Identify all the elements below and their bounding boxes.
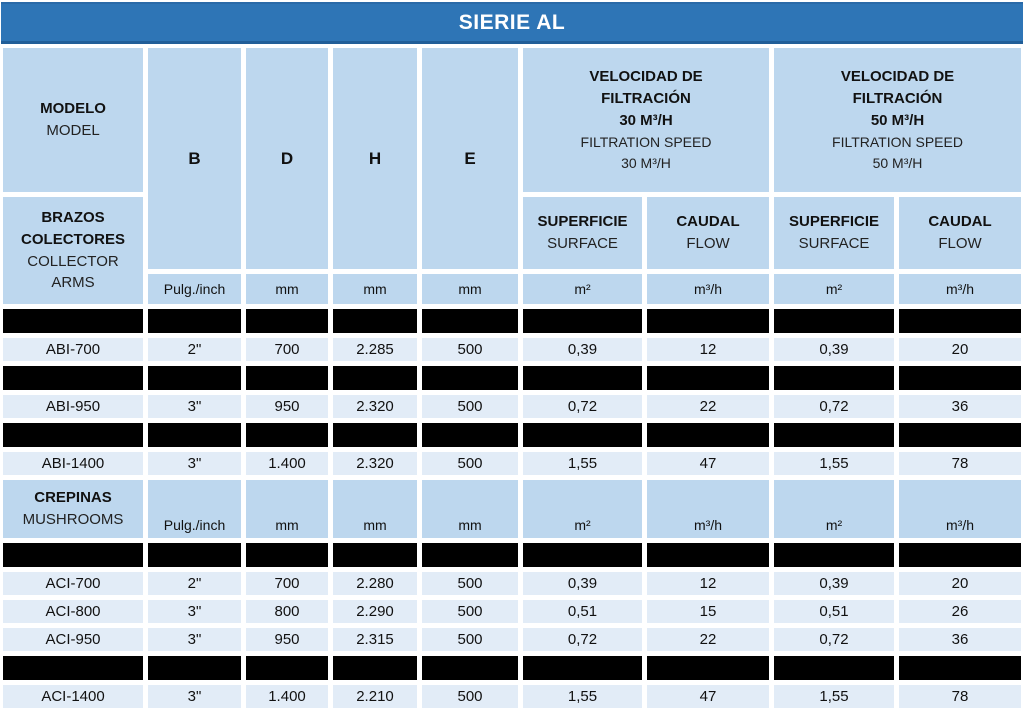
value-surface-30: 0,72 xyxy=(523,395,642,418)
model-cell: ACI-1400 xyxy=(3,685,143,708)
value-surface-50: 0,72 xyxy=(774,628,894,651)
redacted-bar xyxy=(523,309,642,333)
vel30-es-line1: VELOCIDAD DE xyxy=(589,68,703,86)
redacted-bar xyxy=(3,423,143,447)
unit-b-inch: Pulg./inch xyxy=(148,480,241,538)
redacted-bar xyxy=(647,366,769,390)
vel30-en-line2: 30 M³/H xyxy=(621,154,671,171)
redacted-bar xyxy=(333,309,417,333)
redacted-bar xyxy=(333,543,417,567)
value-surface-30: 0,39 xyxy=(523,572,642,595)
vel50-es-line3: 50 M³/H xyxy=(870,111,925,129)
unit-d-mm: mm xyxy=(246,480,328,538)
redacted-bar xyxy=(774,366,894,390)
redacted-bar xyxy=(422,543,518,567)
redacted-bar xyxy=(246,543,328,567)
value-surface-50: 0,51 xyxy=(774,600,894,623)
redacted-bar xyxy=(3,656,143,680)
redacted-bar xyxy=(246,423,328,447)
header-filtration-speed-50 xyxy=(774,48,1021,192)
value-flow-30: 15 xyxy=(647,600,769,623)
vel50-en-line1: FILTRATION SPEED xyxy=(832,133,963,150)
crepinas-es: CREPINAS xyxy=(34,489,112,507)
value-d: 800 xyxy=(246,600,328,623)
value-surface-50: 1,55 xyxy=(774,452,894,475)
unit-e-mm: mm xyxy=(422,480,518,538)
value-h: 2.320 xyxy=(333,452,417,475)
brazos-en-line1: COLLECTOR xyxy=(27,252,119,270)
unit-e-mm: mm xyxy=(422,274,518,304)
redacted-bar xyxy=(899,309,1021,333)
spec-table xyxy=(0,44,1024,712)
unit-flow-30-m3h: m³/h xyxy=(647,480,769,538)
value-flow-30: 47 xyxy=(647,685,769,708)
value-h: 2.290 xyxy=(333,600,417,623)
redacted-bar xyxy=(899,366,1021,390)
header-col-b xyxy=(148,48,241,269)
value-b: 3" xyxy=(148,395,241,418)
header-flow-50 xyxy=(899,197,1021,269)
value-b: 3" xyxy=(148,685,241,708)
redacted-bar xyxy=(774,309,894,333)
value-flow-30: 12 xyxy=(647,338,769,361)
flow-30-es: CAUDAL xyxy=(676,213,740,231)
header-col-e-label: E xyxy=(464,148,476,168)
section-crepinas xyxy=(3,480,143,538)
redacted-bar xyxy=(246,366,328,390)
redacted-bar xyxy=(3,366,143,390)
vel50-es-line2: FILTRACIÓN xyxy=(852,90,943,108)
unit-flow-50-m3h: m³/h xyxy=(899,274,1021,304)
value-surface-30: 1,55 xyxy=(523,685,642,708)
value-surface-50: 0,72 xyxy=(774,395,894,418)
model-cell: ACI-800 xyxy=(3,600,143,623)
value-b: 3" xyxy=(148,628,241,651)
unit-surface-30-m2: m² xyxy=(523,274,642,304)
value-e: 500 xyxy=(422,628,518,651)
value-e: 500 xyxy=(422,452,518,475)
value-d: 700 xyxy=(246,338,328,361)
redacted-bar xyxy=(422,656,518,680)
value-b: 2" xyxy=(148,572,241,595)
value-d: 700 xyxy=(246,572,328,595)
redacted-bar xyxy=(774,543,894,567)
redacted-bar xyxy=(333,423,417,447)
unit-surface-50-m2: m² xyxy=(774,480,894,538)
vel50-en-line2: 50 M³/H xyxy=(872,154,923,171)
value-flow-30: 47 xyxy=(647,452,769,475)
series-title: SIERIE AL xyxy=(458,10,566,34)
value-e: 500 xyxy=(422,572,518,595)
redacted-bar xyxy=(523,423,642,447)
value-d: 1.400 xyxy=(246,452,328,475)
value-flow-50: 78 xyxy=(899,452,1021,475)
vel50-es-line1: VELOCIDAD DE xyxy=(840,68,955,86)
unit-flow-30-m3h: m³/h xyxy=(647,274,769,304)
value-flow-30: 22 xyxy=(647,628,769,651)
flow-30-en: FLOW xyxy=(686,235,730,252)
surface-30-es: SUPERFICIE xyxy=(537,213,628,231)
brazos-en-line2: ARMS xyxy=(51,274,95,292)
redacted-bar xyxy=(647,656,769,680)
header-col-e xyxy=(422,48,518,269)
value-e: 500 xyxy=(422,600,518,623)
unit-d-mm: mm xyxy=(246,274,328,304)
value-e: 500 xyxy=(422,685,518,708)
value-flow-50: 78 xyxy=(899,685,1021,708)
value-flow-30: 12 xyxy=(647,572,769,595)
brazos-es-line1: BRAZOS xyxy=(41,209,105,226)
value-flow-50: 36 xyxy=(899,628,1021,651)
redacted-bar xyxy=(246,309,328,333)
header-col-b-label: B xyxy=(188,148,201,168)
redacted-bar xyxy=(422,366,518,390)
model-cell: ABI-1400 xyxy=(3,452,143,475)
header-flow-30 xyxy=(647,197,769,269)
header-col-d-label: D xyxy=(280,148,294,168)
redacted-bar xyxy=(647,309,769,333)
redacted-bar xyxy=(523,543,642,567)
surface-50-es: SUPERFICIE xyxy=(788,213,879,231)
value-surface-30: 1,55 xyxy=(523,452,642,475)
redacted-bar xyxy=(899,423,1021,447)
redacted-bar xyxy=(148,366,241,390)
redacted-bar xyxy=(422,423,518,447)
header-surface-30 xyxy=(523,197,642,269)
value-surface-30: 0,51 xyxy=(523,600,642,623)
surface-30-en: SURFACE xyxy=(547,235,618,252)
value-flow-50: 26 xyxy=(899,600,1021,623)
value-surface-50: 0,39 xyxy=(774,338,894,361)
value-surface-50: 0,39 xyxy=(774,572,894,595)
value-surface-30: 0,39 xyxy=(523,338,642,361)
header-modelo-es: MODELO xyxy=(40,100,106,118)
model-cell: ABI-700 xyxy=(3,338,143,361)
flow-50-en: FLOW xyxy=(938,235,982,252)
model-cell: ACI-950 xyxy=(3,628,143,651)
brazos-es-line2: COLECTORES xyxy=(21,230,125,248)
header-surface-50 xyxy=(774,197,894,269)
redacted-bar xyxy=(148,656,241,680)
redacted-bar xyxy=(333,656,417,680)
unit-flow-50-m3h: m³/h xyxy=(899,480,1021,538)
vel30-es-line2: FILTRACIÓN xyxy=(601,90,691,108)
vel30-en-line1: FILTRATION SPEED xyxy=(580,133,712,150)
redacted-bar xyxy=(899,543,1021,567)
vel30-es-line3: 30 M³/H xyxy=(619,111,673,129)
unit-b-inch: Pulg./inch xyxy=(148,274,241,304)
value-b: 3" xyxy=(148,452,241,475)
header-modelo-en: MODEL xyxy=(46,122,100,139)
redacted-bar xyxy=(333,366,417,390)
crepinas-en: MUSHROOMS xyxy=(22,511,124,528)
value-b: 2" xyxy=(148,338,241,361)
header-modelo xyxy=(3,48,143,192)
value-h: 2.210 xyxy=(333,685,417,708)
model-cell: ABI-950 xyxy=(3,395,143,418)
redacted-bar xyxy=(148,543,241,567)
header-col-h xyxy=(333,48,417,269)
value-flow-50: 20 xyxy=(899,338,1021,361)
redacted-bar xyxy=(3,309,143,333)
redacted-bar xyxy=(774,423,894,447)
unit-h-mm: mm xyxy=(333,274,417,304)
surface-50-en: SURFACE xyxy=(798,235,870,252)
value-flow-50: 36 xyxy=(899,395,1021,418)
value-b: 3" xyxy=(148,600,241,623)
value-h: 2.315 xyxy=(333,628,417,651)
value-h: 2.285 xyxy=(333,338,417,361)
redacted-bar xyxy=(3,543,143,567)
header-col-h-label: H xyxy=(368,148,382,168)
value-h: 2.320 xyxy=(333,395,417,418)
value-d: 1.400 xyxy=(246,685,328,708)
value-h: 2.280 xyxy=(333,572,417,595)
redacted-bar xyxy=(647,423,769,447)
redacted-bar xyxy=(422,309,518,333)
value-flow-30: 22 xyxy=(647,395,769,418)
redacted-bar xyxy=(899,656,1021,680)
redacted-bar xyxy=(148,423,241,447)
section-brazos-colectores xyxy=(3,197,143,304)
redacted-bar xyxy=(647,543,769,567)
flow-50-es: CAUDAL xyxy=(928,213,992,231)
redacted-bar xyxy=(523,366,642,390)
value-e: 500 xyxy=(422,395,518,418)
redacted-bar xyxy=(523,656,642,680)
redacted-bar xyxy=(148,309,241,333)
value-surface-50: 1,55 xyxy=(774,685,894,708)
value-d: 950 xyxy=(246,628,328,651)
series-title-banner xyxy=(1,2,1023,44)
header-filtration-speed-30 xyxy=(523,48,769,192)
redacted-bar xyxy=(774,656,894,680)
value-flow-50: 20 xyxy=(899,572,1021,595)
value-d: 950 xyxy=(246,395,328,418)
unit-h-mm: mm xyxy=(333,480,417,538)
value-e: 500 xyxy=(422,338,518,361)
value-surface-30: 0,72 xyxy=(523,628,642,651)
unit-surface-30-m2: m² xyxy=(523,480,642,538)
redacted-bar xyxy=(246,656,328,680)
header-col-d xyxy=(246,48,328,269)
unit-surface-50-m2: m² xyxy=(774,274,894,304)
model-cell: ACI-700 xyxy=(3,572,143,595)
